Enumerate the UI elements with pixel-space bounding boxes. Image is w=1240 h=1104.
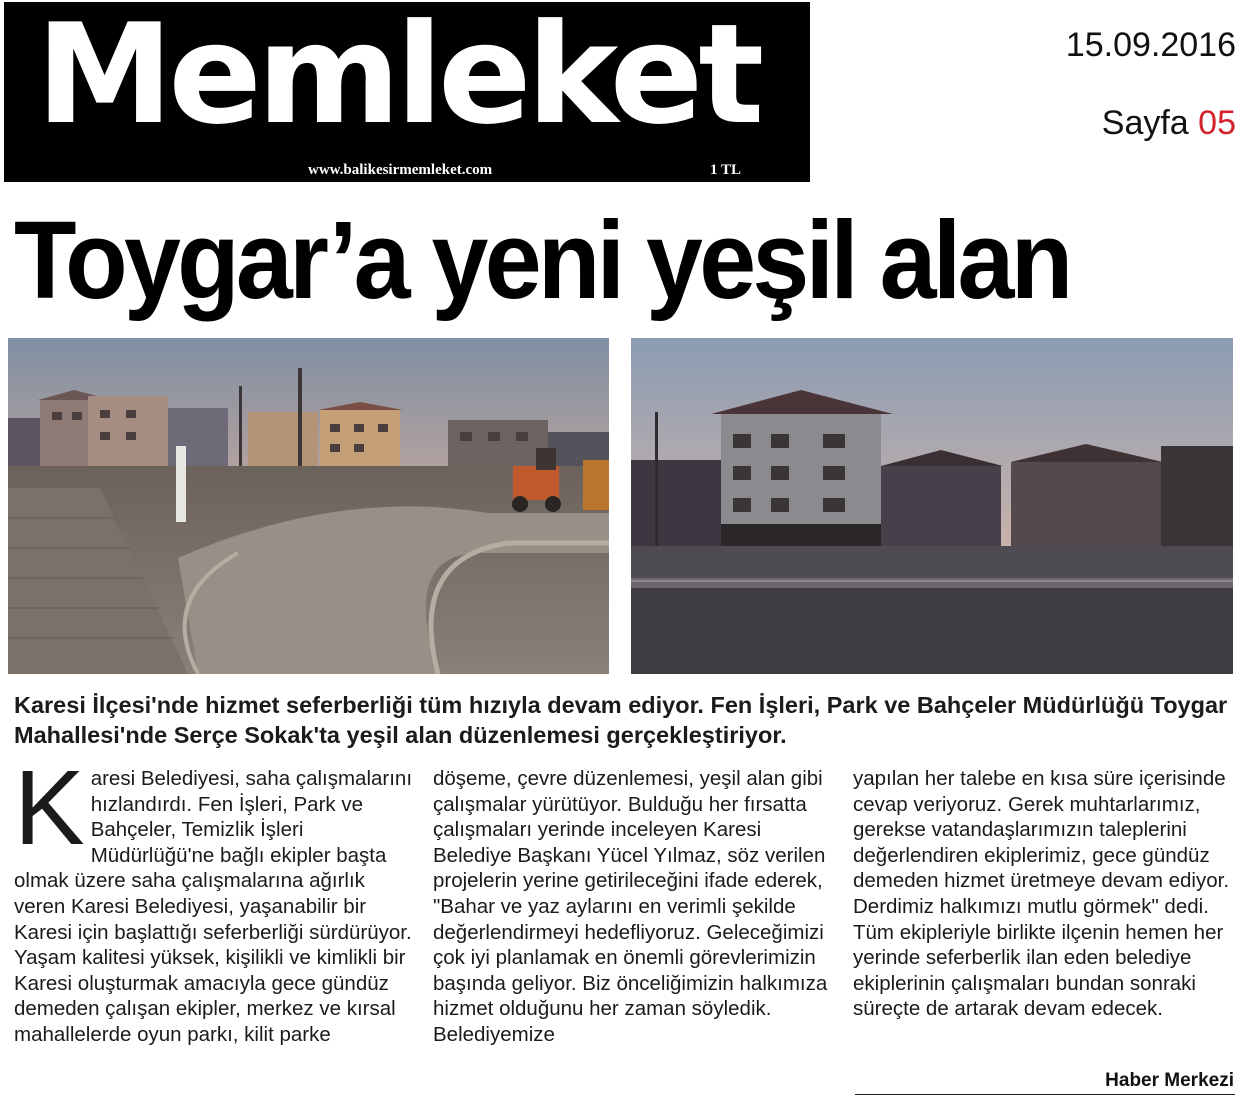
- column-2-text: döşeme, çevre düzenlemesi, yeşil alan gibi çalışmalar yürütüyor. Bulduğu her fırsatta çalışmaları yerinde inceleyen Karesi Belediye Başkanı Yücel Yılmaz, söz verilen projelerin yerine getirileceğini ifade ederek, "Bahar ve yaz aylarını en verimli şekilde değerlendirmeyi hedefliyoruz. Geleceğimizi çok iyi planlamak en önemli görevlerimizin başında geliyor. Biz önceliğimizin halkımıza hizmet olduğunu her zaman söyledik. Belediyemize: [433, 767, 828, 1046]
- drop-cap: K: [14, 749, 85, 867]
- issue-date: 15.09.2016: [1065, 26, 1236, 64]
- column-3-text: yapılan her talebe en kısa süre içerisinde cevap veriyoruz. Gerek muhtarlarımız, gerekse vatandaşlarımızın taleplerini değerlendiren ekiplerimiz, gece gündüz demeden hizmet üretmeye devam ediyor. Derdimiz halkımızı mutlu görmek" dedi. Tüm ekipleriyle birlikte ilçenin hemen her yerinde seferberlik ilan eden belediye ekiplerinin çalışmaları bundan sonraki süreçte de artarak devam edecek.: [853, 767, 1230, 1021]
- article-column-3: [853, 766, 1240, 1022]
- article-column-2: [433, 766, 833, 1048]
- photo-construction-site: [8, 338, 609, 674]
- headline: Toygar’a yeni yeşil alan: [14, 199, 1070, 322]
- article-lede: Karesi İlçesi'nde hizmet seferberliği tüm hızıyla devam ediyor. Fen İşleri, Park ve Bahçeler Müdürlüğü Toygar Mahallesi'nde Serçe Sokak'ta yeşil alan düzenlemesi gerçekleştiriyor.: [14, 692, 1228, 748]
- price-label: 1 TL: [710, 162, 741, 178]
- page-word: Sayfa: [1101, 104, 1189, 142]
- byline-divider: [855, 1094, 1235, 1095]
- page-label: [1102, 104, 1236, 143]
- photo-apartment-street: [631, 338, 1233, 674]
- newspaper-logo: Memleket: [36, 2, 760, 155]
- page-number: 05: [1198, 104, 1236, 142]
- website-url: www.balikesirmemleket.com: [308, 162, 493, 178]
- masthead: [4, 2, 810, 182]
- byline: Haber Merkezi: [1105, 1070, 1234, 1091]
- article-column-1: [14, 749, 414, 1048]
- column-1-text: aresi Belediyesi, saha çalışmalarını hızlandırdı. Fen İşleri, Park ve Bahçeler, Temizlik İşleri Müdürlüğü'ne bağlı ekipler başta olmak üzere saha çalışmalarına ağırlık veren Karesi Belediyesi, yaşanabilir bir Karesi için başlattığı seferberliği sürdürüyor. Yaşam kalitesi yüksek, kişilikli ve kimlikli bir Karesi oluşturmak amacıyla gece gündüz demeden çalışan ekipler, merkez ve kırsal mahallelerde oyun parkı, kilit parke: [14, 767, 413, 1046]
